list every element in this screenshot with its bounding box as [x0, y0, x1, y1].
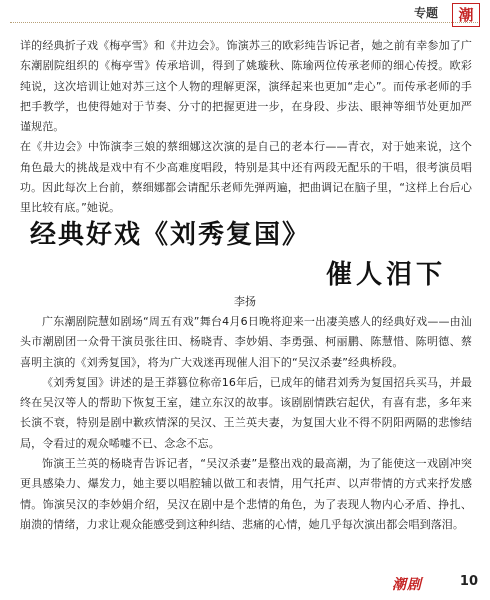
- intro-paragraph-2: 在《井边会》中饰演李三娘的蔡细娜这次演的是自己的老本行——青衣，对于她来说，这个角色最大的挑战是戏中有不少高难度唱段，特别是其中还有两段无配乐的干唱，很考演员唱功。因此每次上台前，蔡细娜都会请配乐老师先弹两遍，把曲调记在脑子里，“这样上台后心里比较有底。”她说。: [20, 140, 472, 215]
- article-paragraph-2: 《刘秀复国》讲述的是王莽篡位称帝16年后，已成年的储君刘秀为复国招兵买马，并最终在吴汉等人的帮助下恢复王室，建立东汉的故事。该剧剧情跌宕起伏，有喜有悲，多年来长演不衰，特别是剧中歉疚情深的吴汉、王兰英夫妻，为复国大业不得不阴阳两隔的悲惨结局，令看过的观众唏嘘不已、念念不忘。: [20, 375, 472, 450]
- article-title-line-2: 催人泪下: [325, 260, 446, 290]
- intro-text: [20, 36, 472, 219]
- logo-glyph: 潮: [458, 6, 474, 24]
- article-paragraph-1: 广东潮剧院慧如剧场“周五有戏”舞台4月6日晚将迎来一出凄美感人的经典好戏——由汕头市潮剧团一众骨干演员张往田、杨晓青、李妙娟、李勇强、柯丽鹏、陈慧惜、陈明德、蔡喜明主演的《刘秀复国》，将为广大戏迷再现催人泪下的“吴汉杀妻”经典桥段。: [20, 315, 472, 369]
- article-author: 李扬: [234, 295, 256, 308]
- page-number: 10: [459, 574, 478, 589]
- header-divider: [10, 22, 478, 23]
- magazine-logo-icon: [452, 3, 480, 27]
- article-paragraph-3: 饰演王兰英的杨晓青告诉记者，“吴汉杀妻”是整出戏的最高潮，为了能使这一戏剧冲突更具感染力、爆发力，她主要以唱腔辅以做工和表情，用气托声、以声带情的方式来抒发感情。饰演吴汉的李妙娟介绍，吴汉在剧中是个悲情的角色，为了表现人物内心矛盾、挣扎、崩溃的情绪，力求让观众能感受到这种纠结、悲痛的心情，她几乎每次演出都会唱到落泪。: [20, 457, 472, 531]
- article-body: [20, 312, 472, 535]
- section-label: 专题: [413, 6, 438, 20]
- article-title-line-1: 经典好戏《刘秀复国》: [30, 220, 311, 250]
- intro-paragraph-1: 详的经典折子戏《梅亭雪》和《井边会》。饰演苏三的欧彩纯告诉记者，她之前有幸参加了广东潮剧院组织的《梅亭雪》传承培训，得到了姚璇秋、陈瑜两位传承老师的细心传授。欧彩纯说，这次培训让她对苏三这个人物的理解更深，演绎起来也更加“走心”。而传承老师的手把手教学，也使得她对于节奏、分寸的把握更进一步，在身段、步法、眼神等细节处更加严谨规范。: [20, 39, 472, 134]
- footer-logo: 潮剧: [392, 577, 422, 593]
- page-header: [0, 0, 490, 28]
